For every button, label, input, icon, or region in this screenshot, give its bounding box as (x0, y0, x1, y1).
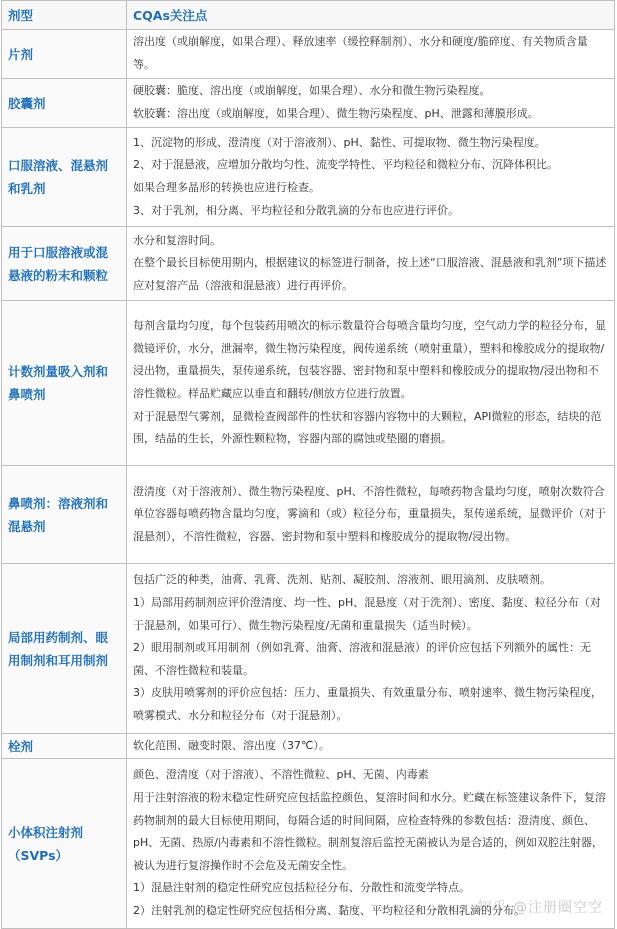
dosage-form-cell: 口服溶液、混悬剂和乳剂 (2, 128, 127, 227)
cqa-line: 2、对于混悬液，应增加分散均匀性、流变学特性、平均粒径和微粒分布、沉降体积比。 (133, 158, 558, 172)
cqa-cell (127, 734, 615, 759)
cqa-line: 1）混悬注射剂的稳定性研究应包括粒径分布、分散性和流变学特点。 (133, 881, 470, 895)
dosage-form-cell: 小体积注射剂（SVPs） (2, 759, 127, 929)
table-row (2, 466, 615, 564)
cqa-line: 3）皮肤用喷雾剂的评价应包括：压力、重量损失、有效重量分布、喷射速率、微生物污染程度，喷雾模式、水分和粒径分布（对于混悬剂）。 (133, 686, 602, 722)
header-dosage-form: 剂型 (2, 1, 127, 30)
cqa-cell (127, 227, 615, 301)
cqa-cell (127, 564, 615, 734)
cqa-cell (127, 128, 615, 227)
table-row (2, 564, 615, 734)
cqa-line: 1、沉淀物的形成、澄清度（对于溶液剂）、pH、黏性、可提取物、微生物污染程度。 (133, 135, 546, 149)
cqa-line: 2）眼用制剂或耳用制剂（例如乳膏、油膏、溶液和混悬液）的评价应包括下列额外的属性：无菌、不溶性微粒和装量。 (133, 641, 591, 677)
cqa-line: 颜色、澄清度（对于溶液）、不溶性微粒、pH、无菌、内毒素 (133, 768, 429, 782)
cqa-line: 3、对于乳剂，相分离、平均粒径和分散乳滴的分布也应进行评价。 (133, 203, 459, 217)
cqa-line: 硬胶囊：脆度、溶出度（或崩解度，如果合理）、水分和微生物污染程度。 (133, 84, 491, 98)
table-row (2, 30, 615, 79)
table-header-row (2, 1, 615, 30)
dosage-form-cell: 计数剂量吸入剂和鼻喷剂 (2, 301, 127, 466)
table-row (2, 301, 615, 466)
table-row (2, 79, 615, 128)
watermark: 知乎 @注册圈空空 (477, 900, 603, 916)
cqa-line: 1）局部用药制剂应评价澄清度、均一性、pH、混悬度（对于洗剂）、密度、黏度、粒径分布（对于混悬剂，如果可行）、微生物污染程度/无菌和重量损失（适当时候）。 (133, 596, 601, 632)
cqa-line: 每剂含量均匀度，每个包装药用喷次的标示数量符合每喷含量均匀度，空气动力学的粒径分布，显微镜评价，水分，泄漏率，微生物污染程度，阀传递系统（喷射重量），塑料和橡胶成分的提取物/浸出物，重量损失，泵传递系统，包装容器、密封物和泵中塑料和橡胶成分的提取物/浸出物和不溶性微粒。样品贮藏应以垂直和翻转/侧放方位进行放置。 (133, 319, 606, 400)
dosage-form-cell: 用于口服溶液或混悬液的粉末和颗粒 (2, 227, 127, 301)
cqa-cell (127, 301, 615, 466)
cqa-line: 对于混悬型气雾剂，显微检查阀部件的性状和容器内容物中的大颗粒，API微粒的形态，结块的范围，结晶的生长，外源性颗粒物，容器内部的腐蚀或垫圈的磨损。 (133, 409, 602, 446)
cqa-line: 水分和复溶时间。 (133, 233, 221, 247)
cqa-line: 软胶囊：溶出度（或崩解度，如果合理）、微生物污染程度、pH、泄露和薄膜形成。 (133, 107, 539, 120)
table-row (2, 227, 615, 301)
cqa-line: 如果合理多晶形的转换也应进行检查。 (133, 181, 320, 194)
dosage-form-cell: 片剂 (2, 30, 127, 79)
cqa-cell (127, 30, 615, 79)
cqa-line: 在整个最长目标使用期内，根据建议的标签进行制备，按上述“口服溶液、混悬液和乳剂”项下描述应对复溶产品（溶液和混悬液）进行再评价。 (133, 256, 607, 292)
header-cqa-points: CQAs关注点 (127, 1, 615, 30)
cqa-line: 包括广泛的种类，油膏、乳膏、洗剂、贴剂、凝胶剂、溶液剂、眼用滴剂、皮肤喷剂。 (133, 573, 551, 587)
table-row (2, 734, 615, 759)
table-row (2, 128, 615, 227)
cqa-line: 用于注射溶液的粉末稳定性研究应包括监控颜色、复溶时间和水分。贮藏在标签建议条件下，复溶药物制剂的最大目标使用期间，每隔合适的时间间隔，应检查特殊的参数包括：澄清度、颜色、pH、无菌、热原/内毒素和不溶性微粒。制剂复溶后监控无菌被认为是合适的，例如双腔注射器，被认为进行复溶操作时不会危及无菌安全性。 (133, 791, 606, 872)
dosage-form-cell: 胶囊剂 (2, 79, 127, 128)
cqa-line: 2）注射乳剂的稳定性研究应包括相分离、黏度、平均粒径和分散相乳滴的分布。 (133, 903, 525, 917)
cqa-line: 溶出度（或崩解度，如果合理）、释放速率（缓控释制剂）、水分和硬度/脆碎度、有关物质含量等。 (133, 35, 588, 71)
dosage-form-cell: 局部用药制剂、眼用制剂和耳用制剂 (2, 564, 127, 734)
dosage-form-cell: 栓剂 (2, 734, 127, 759)
cqa-line: 澄清度（对于溶液剂）、微生物污染程度、pH、不溶性微粒，每喷药物含量均匀度，喷射次数符合单位容器每喷药物含量均匀度，雾滴和（或）粒径分布，重量损失，泵传递系统，显微评价（对于混悬剂），不溶性微粒，容器、密封物和泵中塑料和橡胶成分的提取物/浸出物。 (133, 484, 606, 543)
cqa-cell (127, 79, 615, 128)
cqa-line: 软化范围、融变时限、溶出度（37℃）。 (133, 738, 330, 752)
dosage-form-cell: 鼻喷剂：溶液剂和混悬剂 (2, 466, 127, 564)
cqa-table (1, 0, 615, 929)
cqa-cell (127, 466, 615, 564)
